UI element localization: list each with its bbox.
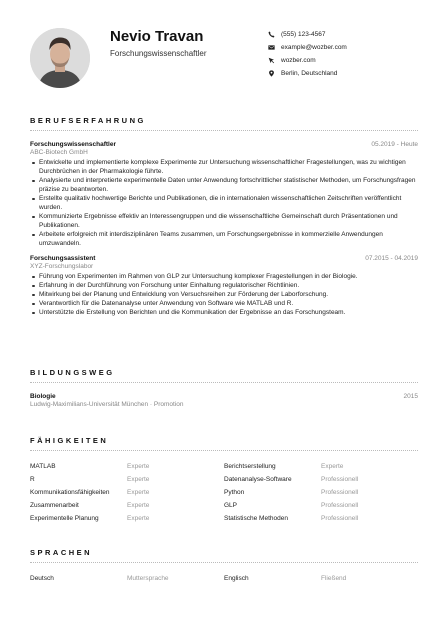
job-bullets	[30, 158, 418, 248]
section-heading: SPRACHEN	[30, 548, 93, 557]
website-text: wozber.com	[281, 56, 316, 64]
education-degree: Biologie	[30, 393, 56, 400]
section-divider	[30, 450, 418, 451]
language-level: Muttersprache	[127, 575, 169, 582]
skills-grid	[30, 460, 418, 525]
skill-name: Berichtserstellung	[224, 463, 276, 470]
list-item: Kommunizierte Ergebnisse effektiv an Interessengruppen und die wissenschaftliche Gemeinschaft durch Präsentationen und Publikationen.	[30, 212, 418, 230]
education-entry	[30, 393, 418, 408]
location-pin-icon	[268, 70, 275, 77]
section-heading: FÄHIGKEITEN	[30, 436, 109, 445]
job-entry	[30, 141, 418, 248]
job-company: ABC-Biotech GmbH	[30, 149, 88, 156]
job-date: 05.2019 - Heute	[371, 141, 418, 148]
contact-location	[268, 67, 347, 79]
email-icon	[268, 44, 275, 51]
skill-name: Experimentelle Planung	[30, 515, 99, 522]
contact-phone	[268, 28, 347, 40]
skill-level: Experte	[127, 502, 150, 509]
skill-name: Datenanalyse-Software	[224, 476, 292, 483]
skill-name: R	[30, 476, 35, 483]
location-text: Berlin, Deutschland	[281, 69, 338, 77]
experience-section	[30, 116, 418, 317]
list-item: Unterstützte die Erstellung von Berichten und die Kommunikation der Ergebnisse an das Forschungsteam.	[30, 308, 418, 317]
phone-icon	[268, 31, 275, 38]
skill-name: Python	[224, 489, 245, 496]
education-year: 2015	[403, 393, 418, 400]
contact-email	[268, 41, 347, 53]
skills-section	[30, 436, 418, 525]
skill-level: Experte	[321, 463, 344, 470]
language-name: Deutsch	[30, 575, 54, 582]
skill-level: Professionell	[321, 489, 359, 496]
contact-website	[268, 54, 347, 66]
list-item: Mitwirkung bei der Planung und Entwicklung von Versuchsreihen zur Förderung der Laborforschung.	[30, 290, 418, 299]
language-level: Fließend	[321, 575, 347, 582]
section-divider	[30, 382, 418, 383]
person-name: Nevio Travan	[110, 28, 204, 45]
skill-level: Experte	[127, 515, 150, 522]
link-cursor-icon	[268, 57, 275, 64]
list-item: Erstellte qualitativ hochwertige Berichte und Publikationen, die in internationalen wissenschaftlichen Zeitschriften veröffentlicht wurden.	[30, 194, 418, 212]
job-position: Forschungswissenschaftler	[30, 141, 116, 148]
list-item: Verantwortlich für die Datenanalyse unter Anwendung von Software wie MATLAB und R.	[30, 299, 418, 308]
contact-info	[268, 28, 347, 80]
skill-level: Experte	[127, 489, 150, 496]
skill-level: Experte	[127, 476, 150, 483]
skill-level: Professionell	[321, 476, 359, 483]
education-institution: Ludwig-Maximilians-Universität München · Promotion	[30, 401, 184, 408]
phone-text: (555) 123-4567	[281, 30, 326, 38]
language-name: Englisch	[224, 575, 249, 582]
skill-name: GLP	[224, 502, 238, 509]
skill-level: Professionell	[321, 515, 359, 522]
section-heading: BERUFSERFAHRUNG	[30, 116, 146, 125]
profile-photo	[30, 28, 90, 88]
job-position: Forschungsassistent	[30, 255, 96, 262]
skill-level: Experte	[127, 463, 150, 470]
portrait-image	[30, 28, 90, 88]
list-item: Analysierte und interpretierte experimentelle Daten unter Anwendung fortschrittlicher statistischer Methoden, um Forschungsfragen präzise zu beantworten.	[30, 176, 418, 194]
skill-name: Statistische Methoden	[224, 515, 288, 522]
skill-name: MATLAB	[30, 463, 56, 470]
job-bullets	[30, 272, 418, 317]
skill-name: Zusammenarbeit	[30, 502, 79, 509]
list-item: Entwickelte und implementierte komplexe Experimente zur Untersuchung wissenschaftlicher Fragestellungen, was zu wichtigen Durchbrüchen in der Pharmakologie führte.	[30, 158, 418, 176]
job-company: XYZ-Forschungslabor	[30, 263, 94, 270]
education-section	[30, 368, 418, 408]
job-date: 07.2015 - 04.2019	[365, 255, 418, 262]
job-entry	[30, 255, 418, 317]
section-divider	[30, 130, 418, 131]
languages-section	[30, 548, 418, 585]
skill-name: Kommunikationsfähigkeiten	[30, 489, 110, 496]
section-heading: BILDUNGSWEG	[30, 368, 115, 377]
email-text: example@wozber.com	[281, 43, 347, 51]
languages-grid	[30, 572, 418, 585]
job-title: Forschungswissenschaftler	[110, 49, 207, 58]
list-item: Arbeitete erfolgreich mit interdisziplinären Teams zusammen, um Forschungsergebnisse in kommerzielle Anwendungen umzuwandeln.	[30, 230, 418, 248]
skill-level: Professionell	[321, 502, 359, 509]
list-item: Erfahrung in der Durchführung von Forschung unter Einhaltung regulatorischer Richtlinien.	[30, 281, 418, 290]
section-divider	[30, 562, 418, 563]
list-item: Führung von Experimenten im Rahmen von GLP zur Untersuchung komplexer Fragestellungen in der Biologie.	[30, 272, 418, 281]
